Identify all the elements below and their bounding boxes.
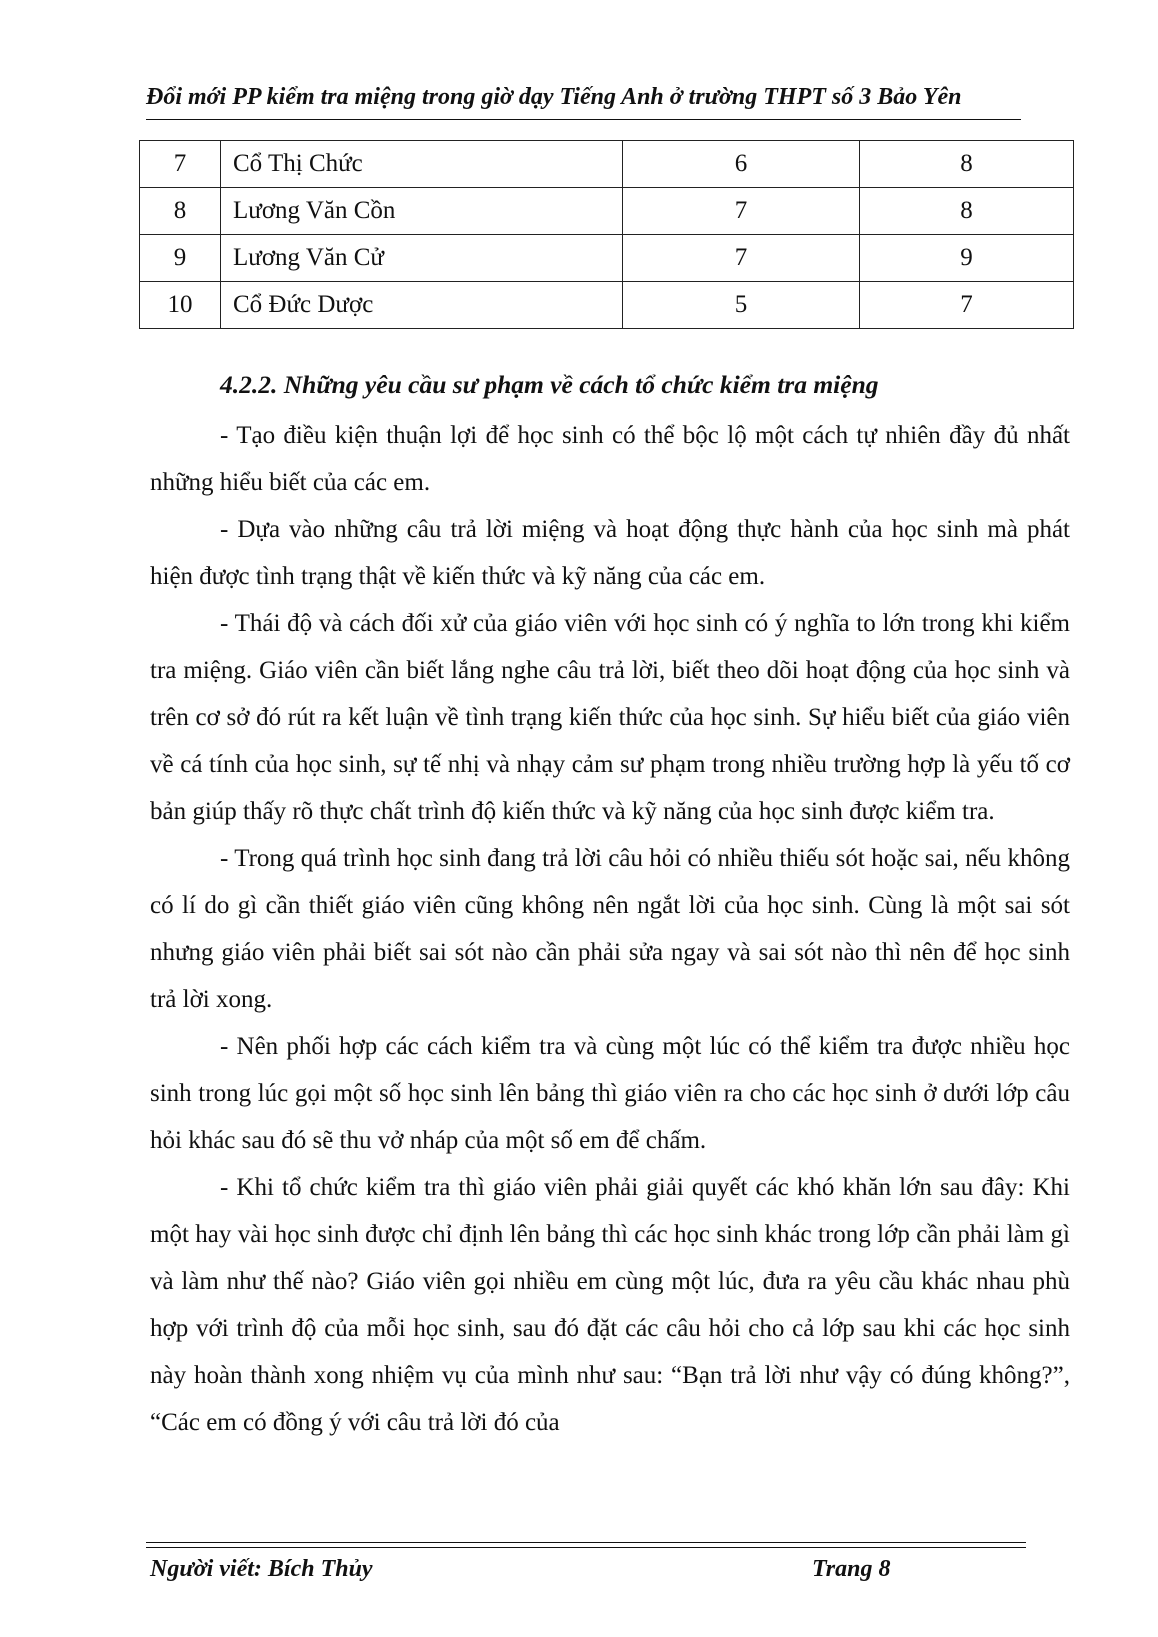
header-title: Đổi mới PP kiểm tra miệng trong giờ dạy Tiếng Anh ở trường THPT số 3 Bảo Yên [146,84,962,110]
student-name: Lương Văn Cử [221,235,623,282]
paragraph: - Nên phối hợp các cách kiểm tra và cùng một lúc có thể kiểm tra được nhiều học sinh trong lúc gọi một số học sinh lên bảng thì giáo viên ra cho các học sinh ở dưới lớp câu hỏi khác sau đó sẽ thu vở nháp của một số em để chấm. [150,1033,1070,1154]
row-number: 7 [140,141,221,188]
table-row [140,188,1074,235]
section-heading: 4.2.2. Những yêu cầu sư phạm về cách tổ chức kiểm tra miệng [220,370,879,399]
student-name: Lương Văn Cồn [221,188,623,235]
score-after: 9 [860,235,1074,282]
score-before: 6 [623,141,860,188]
score-table [139,140,1074,329]
paragraph: - Dựa vào những câu trả lời miệng và hoạt động thực hành của học sinh mà phát hiện được tình trạng thật về kiến thức và kỹ năng của các em. [150,516,1070,590]
row-number: 10 [140,282,221,329]
score-after: 8 [860,188,1074,235]
row-number: 9 [140,235,221,282]
paragraph: - Trong quá trình học sinh đang trả lời câu hỏi có nhiều thiếu sót hoặc sai, nếu không có lí do gì cần thiết giáo viên cũng không nên ngắt lời của học sinh. Cùng là một sai sót nhưng giáo viên phải biết sai sót nào cần phải sửa ngay và sai sót nào thì nên để học sinh trả lời xong. [150,845,1070,1013]
table-row [140,141,1074,188]
student-name: Cổ Thị Chức [221,141,623,188]
score-after: 7 [860,282,1074,329]
student-name: Cổ Đức Dược [221,282,623,329]
body-text [150,412,1070,1446]
footer-rule [146,1542,1026,1543]
page-number: Trang 8 [812,1556,891,1582]
table-row [140,235,1074,282]
paragraph: - Thái độ và cách đối xử của giáo viên với học sinh có ý nghĩa to lớn trong khi kiểm tra miệng. Giáo viên cần biết lắng nghe câu trả lời, biết theo dõi hoạt động của học sinh và trên cơ sở đó rút ra kết luận về tình trạng kiến thức của học sinh. Sự hiểu biết của giáo viên về cá tính của học sinh, sự tế nhị và nhạy cảm sư phạm trong nhiều trường hợp là yếu tố cơ bản giúp thấy rõ thực chất trình độ kiến thức và kỹ năng của học sinh được kiểm tra. [150,610,1070,825]
paragraph: - Tạo điều kiện thuận lợi để học sinh có thể bộc lộ một cách tự nhiên đầy đủ nhất những hiểu biết của các em. [150,422,1070,496]
footer-author: Người viết: Bích Thủy [150,1556,373,1582]
score-before: 5 [623,282,860,329]
row-number: 8 [140,188,221,235]
footer-rule [146,1547,1026,1548]
header-rule [146,119,1021,120]
score-after: 8 [860,141,1074,188]
paragraph: - Khi tổ chức kiểm tra thì giáo viên phải giải quyết các khó khăn lớn sau đây: Khi một hay vài học sinh được chỉ định lên bảng thì các học sinh khác trong lớp cần phải làm gì và làm như thế nào? Giáo viên gọi nhiều em cùng một lúc, đưa ra yêu cầu khác nhau phù hợp với trình độ của mỗi học sinh, sau đó đặt các câu hỏi cho cả lớp sau khi các học sinh này hoàn thành xong nhiệm vụ của mình như sau: “Bạn trả lời như vậy có đúng không?”, “Các em có đồng ý với câu trả lời đó của [150,1174,1070,1436]
score-before: 7 [623,188,860,235]
score-before: 7 [623,235,860,282]
table-row [140,282,1074,329]
